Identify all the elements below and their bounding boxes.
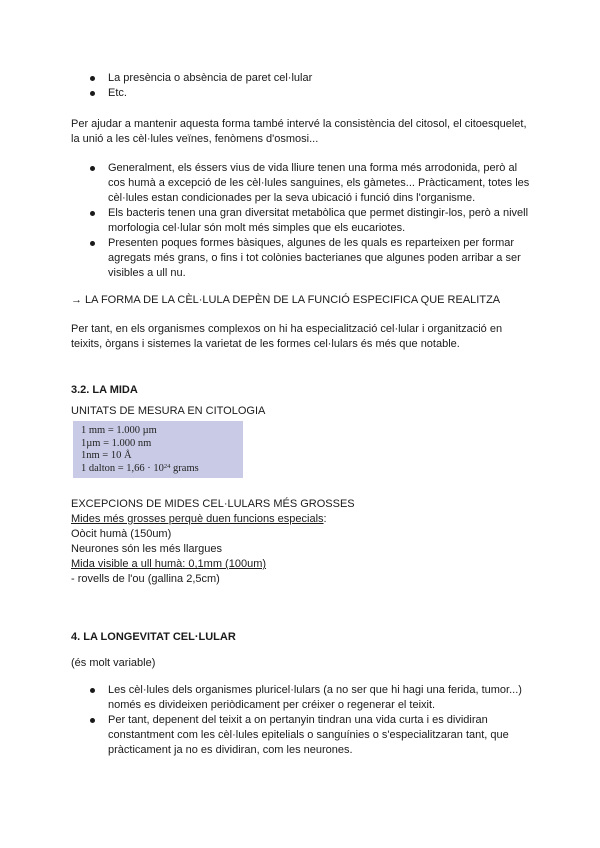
list-item: Les cèl·lules dels organismes pluricel·lulars (a no ser que hi hagi una ferida, tumor...) només es divideixen periòdicament per créixer o regenerar el teixit. (71, 683, 531, 713)
units-line: 1 dalton = $1,66 \cdot 10^{24}$ grams (81, 462, 199, 474)
exceptions-title: EXCEPCIONS DE MIDES CEL·LULARS MÉS GROSSES (71, 498, 355, 510)
units-line: 1nm = 10 Å (81, 450, 132, 461)
neurones-line: Neurones són les més llargues (71, 543, 223, 555)
list-item: Els bacteris tenen una gran diversitat metabòlica que permet distingir-los, però a nivell morfologia cel·lular són molt més simples que els eucariotes. (71, 206, 531, 236)
variable-note: (és molt variable) (71, 657, 156, 669)
units-title: UNITATS DE MESURA EN CITOLOGIA (71, 405, 266, 417)
arrow-statement: → LA FORMA DE LA CÈL·LULA DEPÈN DE LA FUNCIÓ ESPECIFICA QUE REALITZA (71, 294, 501, 306)
bullet-list-mid (71, 161, 531, 281)
section-heading-longevitat: 4. LA LONGEVITAT CEL·LULAR (71, 631, 236, 643)
units-line: 1µm = 1.000 nm (81, 437, 152, 449)
paragraph-especialitzacio: Per tant, en els organismes complexos on hi ha especialització cel·lular i organització en teixits, òrgans i sistemes la varietat de les formes cel·lulars és més que notable. (71, 323, 503, 350)
units-image (73, 421, 243, 478)
bullet-list-top (71, 71, 531, 101)
list-item: Etc. (71, 86, 531, 101)
rovells-line: - rovells de l'ou (gallina 2,5cm) (71, 573, 220, 585)
list-item: Generalment, els éssers vius de vida lliure tenen una forma més arrodonida, però al cos humà a excepció de les cèl·lules sanguines, els gàmetes... Pràcticament, totes les cèl·lules estan condicionades per la seva ubicació i funció dins l'organisme. (71, 161, 531, 206)
exceptions-subtitle: Mides més grosses perquè duen funcions especials: (71, 513, 327, 525)
oocit-line: Oòcit humà (150um) (71, 528, 172, 540)
visible-size-line: Mida visible a ull humà: 0,1mm (100um) (71, 558, 267, 570)
units-line: 1 mm = 1.000 µm (81, 425, 157, 436)
list-item: La presència o absència de paret cel·lular (71, 71, 531, 86)
paragraph-citosol: Per ajudar a mantenir aquesta forma també intervé la consistència del citosol, el citoesquelet, la unió a les cèl·lules veïnes, fenòmens d'osmosi... (71, 118, 527, 145)
bullet-list-bottom (71, 683, 531, 758)
list-item: Presenten poques formes bàsiques, algunes de les quals es reparteixen per formar agregats més grans, o fins i tot colònies bacterianes que algunes poden arribar a ser visibles a ull nu. (71, 236, 531, 281)
section-heading-mida: 3.2. LA MIDA (71, 384, 138, 396)
list-item: Per tant, depenent del teixit a on pertanyin tindran una vida curta i es dividiran constantment com les cèl·lules epitelials o sanguínies o s'especialitzaran tant, que pràcticament ja no es dividiran, com les neurones. (71, 713, 531, 758)
